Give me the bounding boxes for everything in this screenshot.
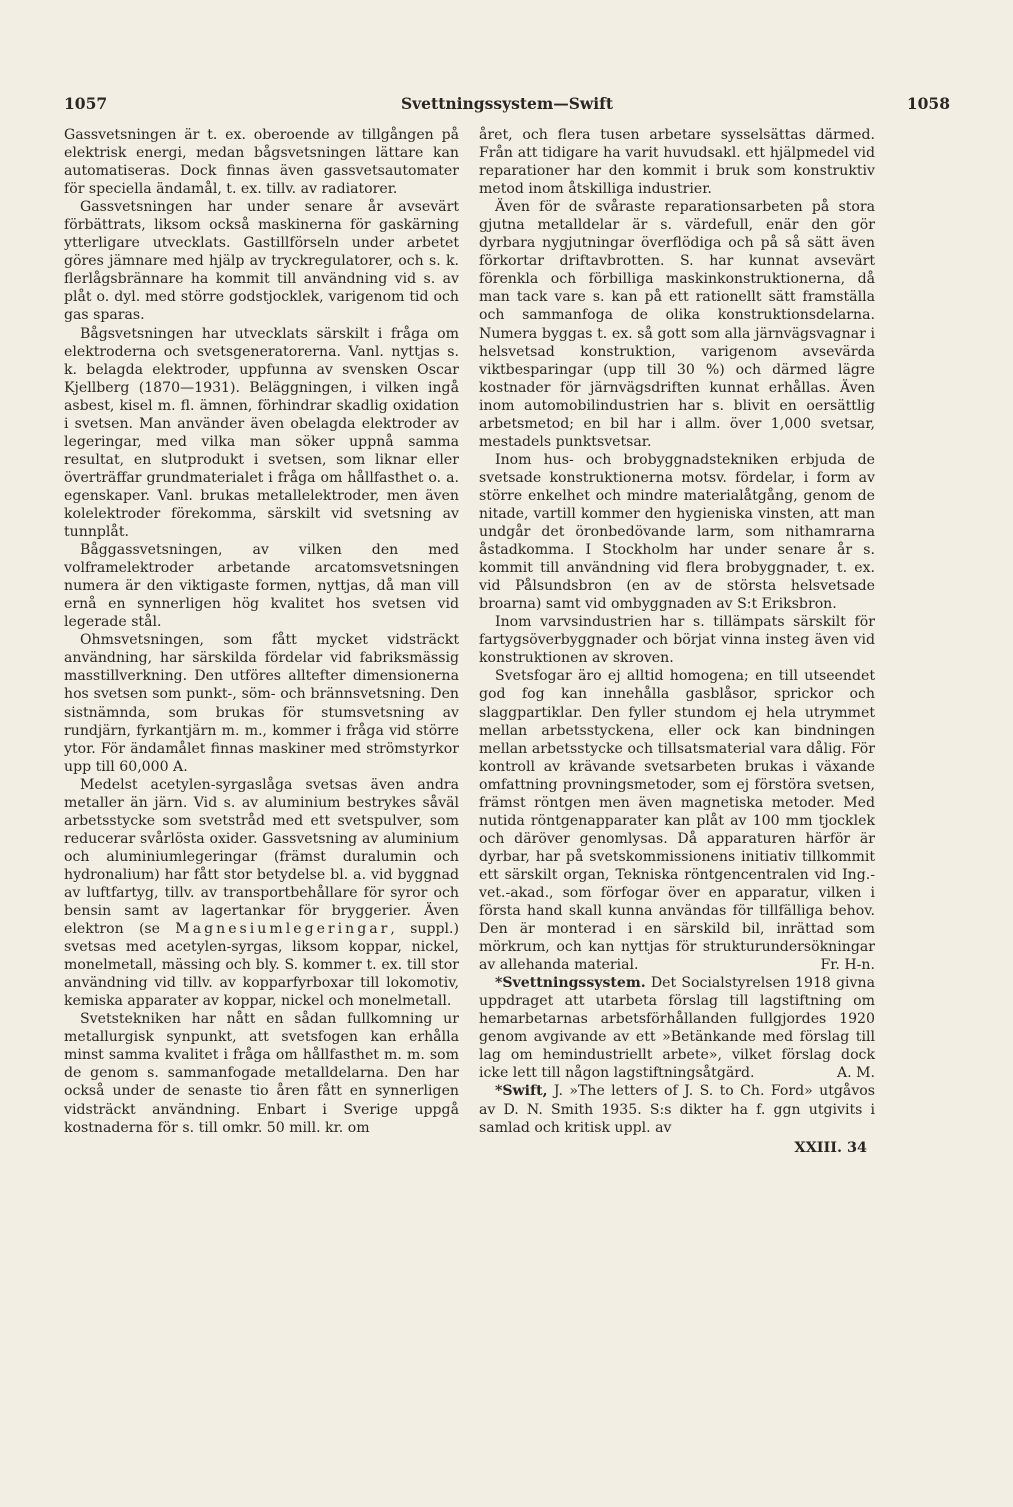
left-column xyxy=(64,126,459,1137)
page-header xyxy=(64,94,950,118)
page-number-right: 1058 xyxy=(906,94,950,113)
paragraph-text: Medelst acetylen-syrgaslåga svetsas även andra metaller än järn. Vid s. av aluminium bestrykes såväl arbetsstycke som svetstråd med ett svetspulver, som reducerar svårlösta oxider. Gassvetsning av aluminium och aluminiumlegeringar (främst duralumin och hydronalium) har fått stor betydelse bl. a. vid byggnad av luftfartyg, tillv. av transportbehållare för syror och bensin samt av lagertankar för bryggerier. Även elektron (se xyxy=(64,776,459,938)
author-signature: Fr. H-n. xyxy=(820,957,875,974)
paragraph: året, och flera tusen arbetare sysselsättas därmed. Från att tidigare ha varit huvudsakl. ett hjälpmedel vid reparationer har den kommit i bruk som konstruktiv metod inom åtskilliga industrier. xyxy=(479,127,875,198)
paragraph: Svetstekniken har nått en sådan fullkomning ur metallurgisk synpunkt, att svetsfogen kan erhålla minst samma kvalitet i fråga om hållfasthet m. m. som de genom s. sammanfogade metalldelarna. Den har också under de senaste tio åren fått en synnerligen vidsträckt användning. Enbart i Sverige uppgå kostnaderna för s. till omkr. 50 mill. kr. om xyxy=(64,1011,459,1136)
paragraph: Gassvetsningen är t. ex. oberoende av tillgången på elektrisk energi, medan bågsvetsningen lättare kan automatiseras. Dock finnas även gassvetsautomater för speciella ändamål, t. ex. tillv. av radiatorer. xyxy=(64,127,459,198)
paragraph: Bågsvetsningen har utvecklats särskilt i fråga om elektroderna och svetsgeneratorerna. Vanl. nyttjas s. k. belagda elektroder, uppfunna av svensken Oscar Kjellberg (1870—1931). Beläggningen, i vilken ingå asbest, kisel m. fl. ämnen, förhindrar skadlig oxidation i svetsen. Man använder även obelagda elektroder av legeringar, med vilka man söker uppnå samma resultat, en slutprodukt i svetsen, som liknar eller överträffar grundmaterialet i fråga om hållfasthet o. a. egenskaper. Vanl. brukas metallelektroder, men även kolelektroder förekomma, särskilt vid svetsning av tunnplåt. xyxy=(64,325,459,541)
author-signature: A. M. xyxy=(836,1065,875,1082)
cross-reference: Magnesiumlegeringar xyxy=(175,921,391,938)
entry-headword: *Svettningssystem. xyxy=(495,975,646,992)
paragraph-text: J. »The letters of J. S. to Ch. Ford» utgåvos av D. N. Smith 1935. S:s dikter ha f. ggn utgivits i samlad och kritisk uppl. av xyxy=(479,1083,875,1136)
paragraph: Även för de svåraste reparationsarbeten på stora gjutna metalldelar är s. värdefull, enär den gör dyrbara nygjutningar överflödiga och på så sätt även förkortar driftavbrotten. S. har kunnat avsevärt förenkla och förbilliga maskinkonstruktionerna, då man tack vare s. kan på ett rationellt sätt framställa och sammanfoga de olika konstruktionsdelarna. Numera byggas t. ex. så gott som alla järnvägsvagnar i helsvetsad konstruktion, varigenom avsevärda viktbesparingar (upp till 30 %) och därmed lägre kostnader för järnvägsdriften kunnat erhållas. Även inom automobilindustrien har s. blivit en oersättlig arbetsmetod; en bil har i allm. över 1,000 svetsar, mestadels punktsvetsar. xyxy=(479,199,875,450)
paragraph: Inom varvsindustrien har s. tillämpats särskilt för fartygsöverbyggnader och börjat vinna insteg även vid konstruktionen av skroven. xyxy=(479,614,875,667)
right-column xyxy=(479,126,875,1157)
page-number-left: 1057 xyxy=(64,94,108,113)
paragraph: Gassvetsningen har under senare år avsevärt förbättrats, liksom också maskinerna för gaskärning ytterligare utvecklats. Gastillförseln under arbetet göres jämnare med hjälp av tryckregulatorer, och s. k. flerlågsbrännare ha kommit till användning vid s. av plåt o. dyl. med större godstjocklek, varigenom tid och gas sparas. xyxy=(64,199,459,324)
paragraph: Ohmsvetsningen, som fått mycket vidsträckt användning, har särskilda fördelar vid fabriksmässig masstillverkning. Den utföres alltefter dimensionerna hos svetsen som punkt-, söm- och brännsvetsning. Den sistnämnda, som brukas för stumsvetsning av rundjärn, fyrkantjärn m. m., kommer i fråga vid större ytor. För ändamålet finnas maskiner med strömstyrkor upp till 60,000 A. xyxy=(64,632,459,775)
signature-mark: XXIII. 34 xyxy=(794,1138,867,1156)
paragraph: Inom hus- och brobyggnadstekniken erbjuda de svetsade konstruktionerna motsv. fördelar, i form av större enkelhet och mindre materialåtgång, genom de nitade, vartill kommer den hygieniska vinsten, att man undgår det öronbedövande larm, som nithamrarna åstadkomma. I Stockholm har under senare år s. kommit till användning vid flera brobyggnader, t. ex. vid Pålsundsbron (en av de största helsvetsade broarna) samt vid ombyggnaden av S:t Eriksbron. xyxy=(479,451,875,613)
paragraph xyxy=(64,776,459,1011)
entry-headword: *Swift, xyxy=(495,1083,548,1100)
paragraph-text: Det Socialstyrelsen 1918 givna uppdraget att utarbeta förslag till lagstiftning om hemarbetarnas arbetsförhållanden fullgjordes 1920 genom avgivande av ett »Betänkande med förslag till lag om hemindustriellt arbete», vilket förslag dock icke lett till någon lagstiftningsåtgärd. xyxy=(479,975,875,1082)
paragraph-text: Svetsfogar äro ej alltid homogena; en till utseendet god fog kan innehålla gasblåsor, sprickor och slaggpartiklar. Den fyller stundom ej hela utrymmet mellan arbetsstyckena, eller ock kan bindningen mellan arbetsstycke och tillsatsmaterial vara dålig. För kontroll av krävande svetsarbeten brukas i växande omfattning provningsmetoder, som ej förstöra svetsen, främst röntgen men även magnetiska metoder. Med nutida röntgenapparater kan plåt av 100 mm tjocklek och däröver genomlysas. Då apparaturen härför är dyrbar, har på svetskommissionens initiativ tillkommit ett särskilt organ, Tekniska röntgencentralen vid Ing.-vet.-akad., som förfogar över en apparatur, vilken i första hand skall kunna användas för tillfälliga behov. Den är monterad i en särskild bil, inrättad som mörkrum, och kan nyttjas för strukturundersökningar av allehanda material. xyxy=(479,668,875,974)
paragraph xyxy=(479,1082,875,1136)
paragraph xyxy=(479,974,875,1082)
paragraph xyxy=(479,667,875,974)
paragraph: Båggassvetsningen, av vilken den med volframelektroder arbetande arcatomsvetsningen numera är den viktigaste formen, nyttjas, då man vill ernå en synnerligen hög kvalitet hos svetsen vid legerade stål. xyxy=(64,542,459,631)
paragraph-text: , suppl.) svetsas med acetylen-syrgas, liksom koppar, nickel, monelmetall, mässing och bly. S. kommer t. ex. till stor användning vid tillv. av kopparfyrboxar till lokomotiv, kemiska apparater av koppar, nickel och monelmetall. xyxy=(64,921,459,1010)
running-title: Svettningssystem—Swift xyxy=(400,94,613,113)
